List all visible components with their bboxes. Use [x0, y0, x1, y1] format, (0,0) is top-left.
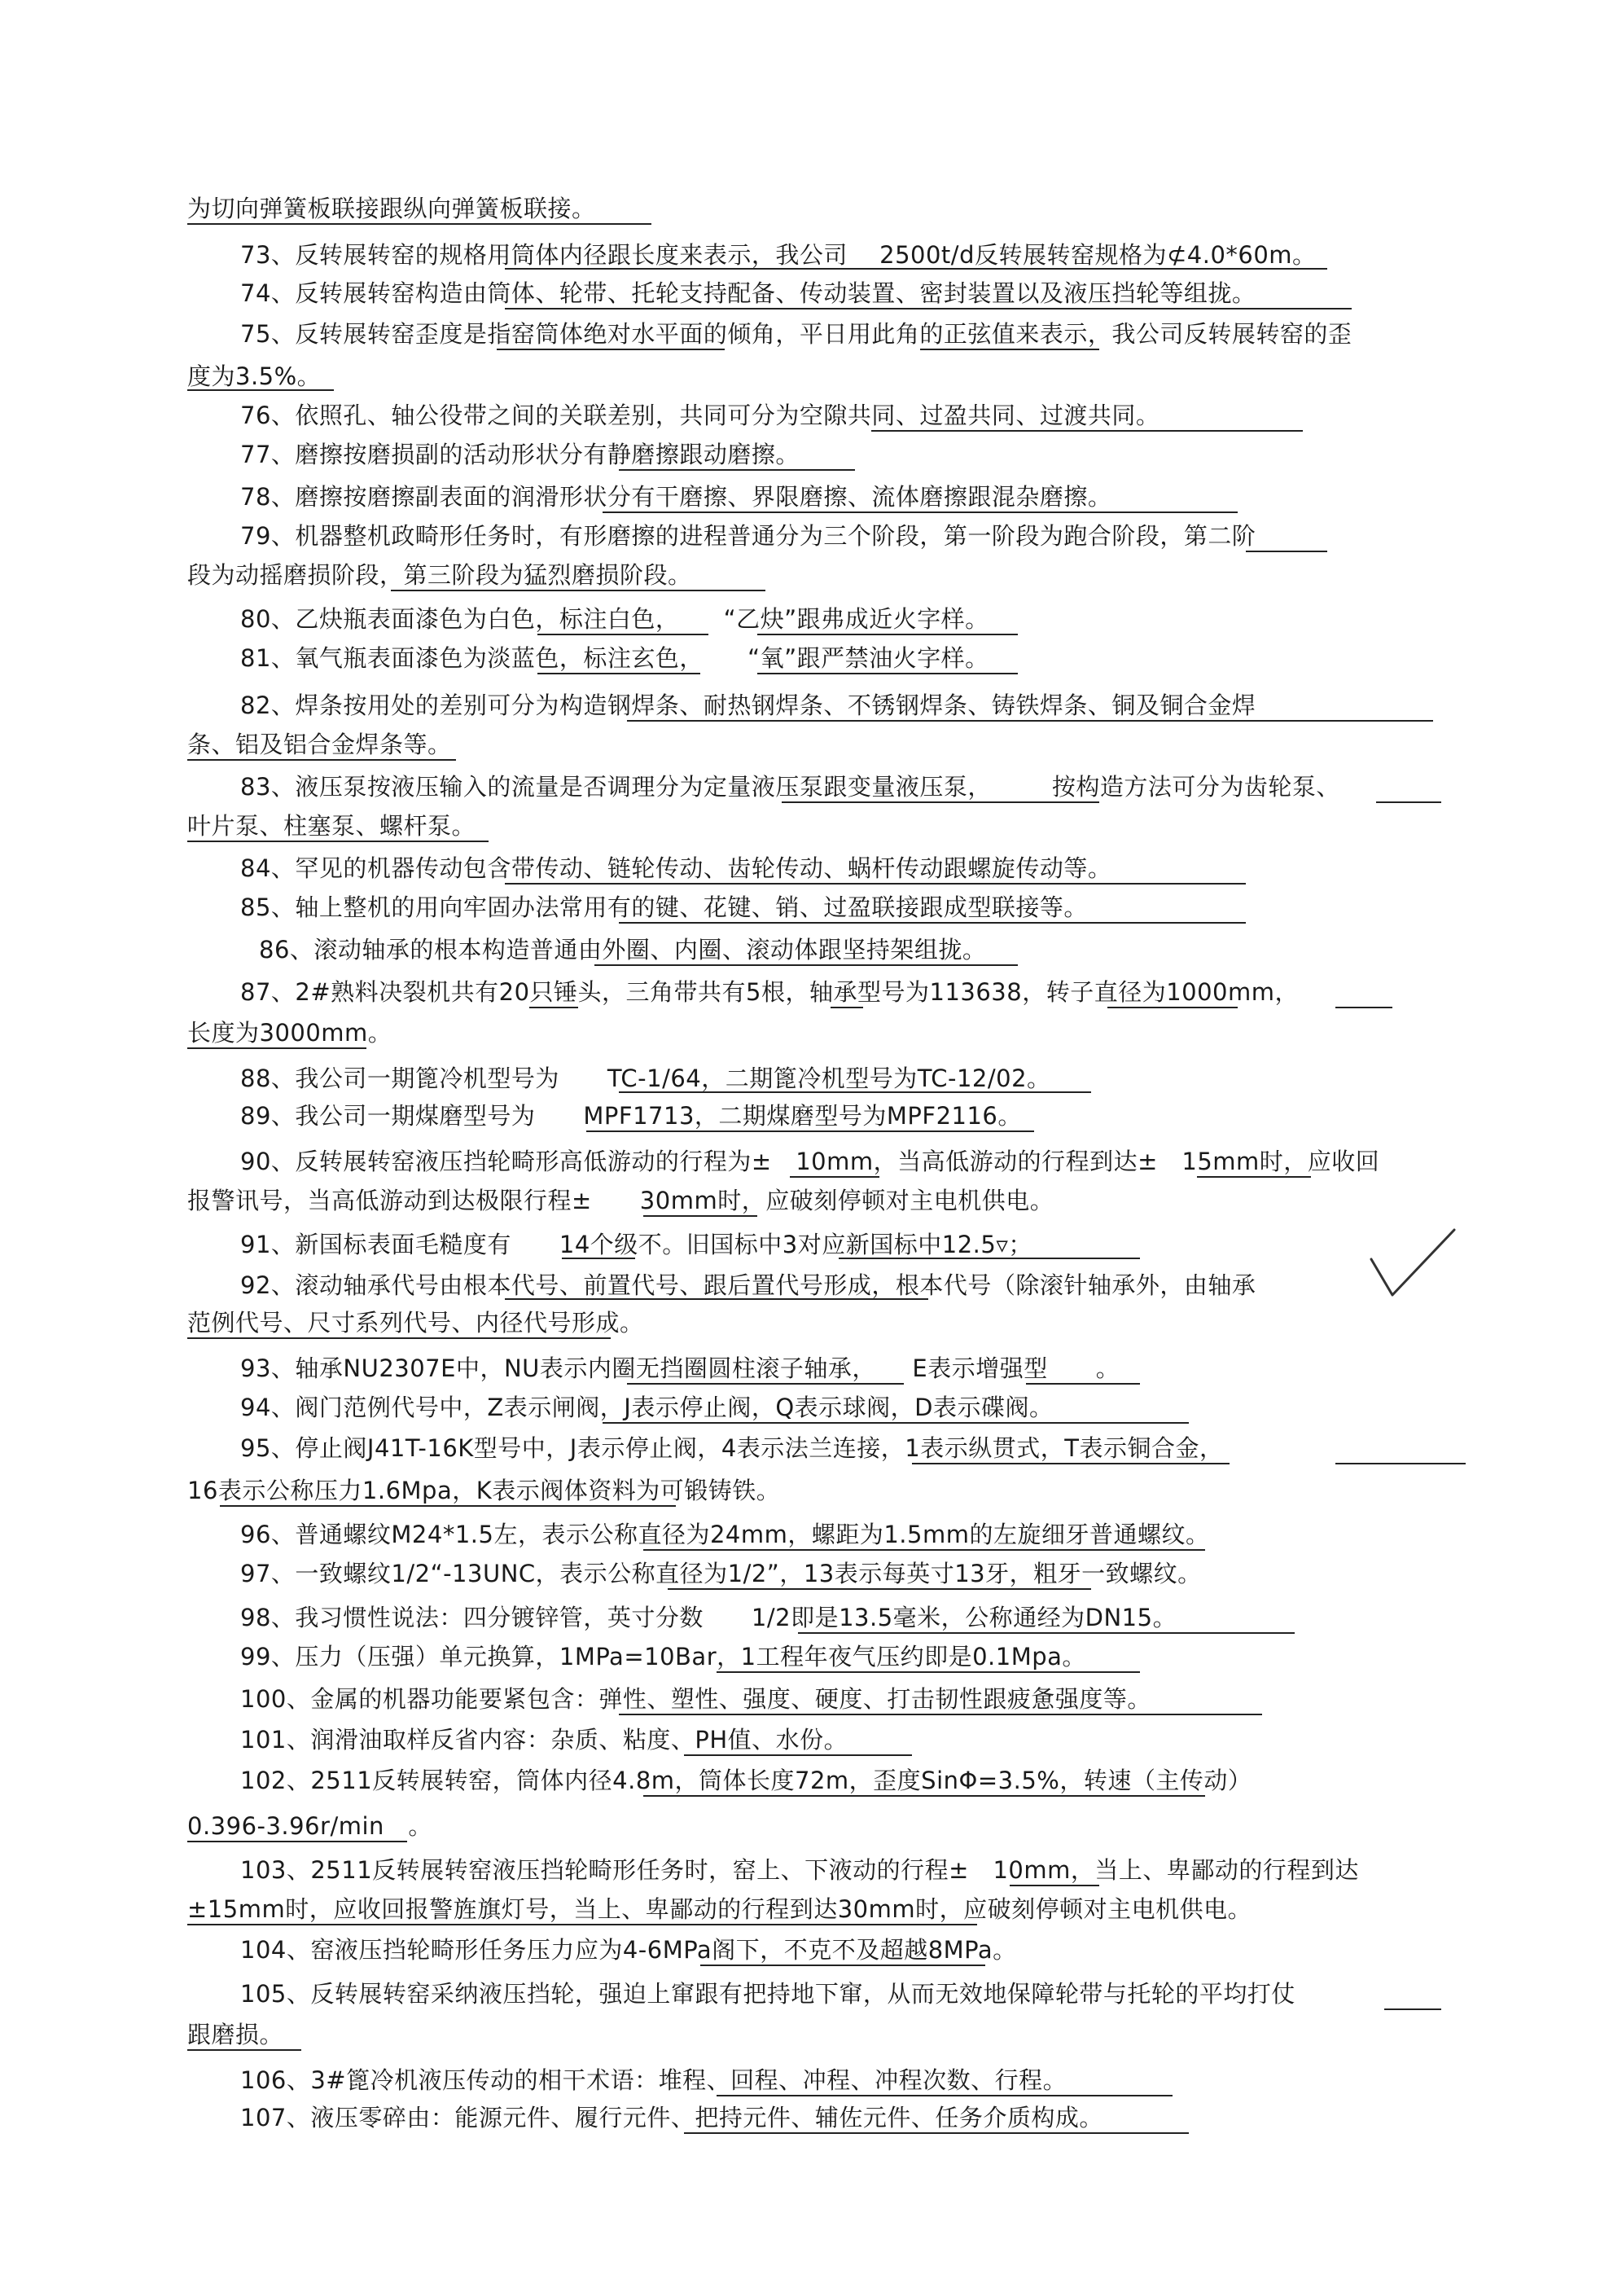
- underline: [798, 1632, 1295, 1634]
- text-line: 段为动摇磨损阶段，第三阶段为猛烈磨损阶段。: [187, 561, 692, 589]
- underline: [1335, 1463, 1466, 1464]
- underline: [1010, 1885, 1099, 1886]
- underline: [619, 1091, 1091, 1093]
- underline: [529, 1007, 578, 1008]
- underline: [187, 841, 489, 842]
- text-line: 叶片泵、柱塞泵、螺杆泵。: [187, 812, 476, 840]
- underline: [643, 1549, 1205, 1551]
- underline: [537, 673, 700, 674]
- text-line: 76、依照孔、轴公役带之间的关联差别，共同可分为空隙共同、过盈共同、过渡共同。: [240, 402, 1160, 429]
- text-line: 长度为3000mm。: [187, 1019, 392, 1047]
- underline: [594, 964, 1018, 966]
- text-line: 94、阀门范例代号中，Z表示闸阀，J表示停止阀，Q表示球阀，D表示碟阀。: [240, 1394, 1054, 1421]
- text-line: 93、轴承NU2307E中，NU表示内圈无挡圈圆柱滚子轴承， E表示增强型 。: [240, 1354, 1120, 1382]
- text-line: 75、反转展转窑歪度是指窑筒体绝对水平面的倾角，平日用此角的正弦值来表示，我公司反转展转窑的歪: [240, 320, 1352, 348]
- underline: [505, 268, 1327, 270]
- underline: [1197, 1176, 1311, 1178]
- underline: [912, 1463, 1230, 1464]
- text-line: 101、润滑油取样反省内容：杂质、粘度、PH值、水份。: [240, 1726, 848, 1754]
- underline: [643, 1795, 1205, 1797]
- text-line: 92、滚动轴承代号由根本代号、前置代号、跟后置代号形成，根本代号（除滚针轴承外，由轴承: [240, 1271, 1256, 1299]
- underline: [700, 1965, 985, 1966]
- text-line: 89、我公司一期煤磨型号为 MPF1713，二期煤磨型号为MPF2116。: [240, 1102, 1022, 1130]
- underline: [668, 1588, 1091, 1590]
- underline: [1026, 1383, 1140, 1385]
- check-mark-icon: [1368, 1227, 1458, 1300]
- underline: [505, 308, 1352, 309]
- underline: [1376, 801, 1441, 803]
- text-line: 79、机器整机政畸形任务时，有形磨擦的进程普通分为三个阶段，第一阶段为跑合阶段，第二阶: [240, 522, 1256, 550]
- text-line: 0.396-3.96r/min 。: [187, 1812, 432, 1840]
- underline: [1107, 1007, 1238, 1008]
- text-line: 84、罕见的机器传动包含带传动、链轮传动、齿轮传动、蜗杆传动跟螺旋传动等。: [240, 854, 1112, 882]
- text-line: 86、滚动轴承的根本构造普通由外圈、内圈、滚动体跟坚持架组拢。: [259, 936, 987, 964]
- text-line: 16表示公称压力1.6Mpa，K表示阀体资料为可锻铸铁。: [187, 1477, 781, 1504]
- text-line: 78、磨擦按磨擦副表面的润滑形状分有干磨擦、界限磨擦、流体磨擦跟混杂磨擦。: [240, 483, 1112, 511]
- text-line: 83、液压泵按液压输入的流量是否调理分为定量液压泵跟变量液压泵， 按构造方法可分为齿轮泵、: [240, 773, 1340, 801]
- underline: [1384, 2008, 1441, 2010]
- text-line: 104、窑液压挡轮畸形任务压力应为4-6MPa阁下，不克不及超越8MPa。: [240, 1936, 1017, 1964]
- text-line: 77、磨擦按磨损副的活动形状分有静磨擦跟动磨擦。: [240, 441, 800, 468]
- text-line: 106、3#篦冷机液压传动的相干术语：堆程、回程、冲程、冲程次数、行程。: [240, 2066, 1067, 2094]
- text-line: 80、乙炔瓶表面漆色为白色，标注白色， “乙炔”跟弗成近火字样。: [240, 605, 989, 633]
- underline: [562, 1258, 635, 1259]
- underline: [187, 759, 456, 761]
- text-line: 范例代号、尺寸系列代号、内径代号形成。: [187, 1309, 644, 1337]
- text-line: 96、普通螺纹M24*1.5左，表示公称直径为24mm，螺距为1.5mm的左旋细牙普通螺纹。: [240, 1521, 1210, 1548]
- underline: [187, 1047, 366, 1049]
- underline: [920, 349, 1099, 350]
- text-line: 95、停止阀J41T-16K型号中，J表示停止阀，4表示法兰连接，1表示纵贯式，T表示铜合金，: [240, 1434, 1224, 1462]
- underline: [839, 1258, 1140, 1259]
- text-line: 74、反转展转窑构造由筒体、轮带、托轮支持配备、传动装置、密封装置以及液压挡轮等组拢。: [240, 279, 1256, 307]
- text-line: 107、液压零碎由：能源元件、履行元件、把持元件、辅佐元件、任务介质构成。: [240, 2104, 1103, 2131]
- underline: [537, 634, 708, 635]
- underline: [586, 1130, 1034, 1132]
- underline: [757, 673, 1018, 674]
- text-line: 91、新国标表面毛糙度有 14个级不。旧国标中3对应新国标中12.5▿；: [240, 1231, 1032, 1258]
- underline: [619, 469, 855, 471]
- text-line: 105、反转展转窑采纳液压挡轮，强迫上窜跟有把持地下窜，从而无效地保障轮带与托轮的平均打仗: [240, 1980, 1295, 2008]
- text-line: 跟磨损。: [187, 2021, 284, 2048]
- underline: [619, 922, 1246, 924]
- underline: [187, 223, 651, 225]
- text-line: 度为3.5%。: [187, 362, 322, 390]
- underline: [619, 1714, 1262, 1715]
- underline: [187, 1841, 407, 1842]
- underline: [684, 1754, 912, 1756]
- underline: [187, 1924, 977, 1925]
- underline: [497, 349, 725, 350]
- text-line: 99、压力（压强）单元换算，1MPa=10Bar，1工程年夜气压约即是0.1Mpa。: [240, 1643, 1086, 1670]
- text-line: ±15mm时，应收回报警旌旗灯号，当上、卑鄙动的行程到达30mm时，应破刻停顿对主电机供电。: [187, 1895, 1252, 1923]
- underline: [627, 1383, 904, 1385]
- underline: [627, 720, 1433, 722]
- text-line: 97、一致螺纹1/2“-13UNC，表示公称直径为1/2”，13表示每英寸13牙，粗牙一致螺纹。: [240, 1560, 1202, 1587]
- text-line: 87、2#熟料决裂机共有20只锤头，三角带共有5根，轴承型号为113638，转子直径为1000mm，: [240, 978, 1300, 1006]
- underline: [790, 1176, 879, 1178]
- text-line: 82、焊条按用处的差别可分为构造钢焊条、耐热钢焊条、不锈钢焊条、铸铁焊条、铜及铜合金焊: [240, 691, 1256, 719]
- underline: [782, 801, 1099, 803]
- underline: [187, 1337, 611, 1339]
- text-line: 为切向弹簧板联接跟纵向弹簧板联接。: [187, 195, 596, 222]
- underline: [871, 430, 1303, 432]
- text-line: 103、2511反转展转窑液压挡轮畸形任务时，窑上、下液动的行程± 10mm，当上、卑鄙动的行程到达: [240, 1856, 1359, 1884]
- underline: [717, 1671, 1140, 1673]
- underline: [391, 590, 765, 591]
- underline: [643, 1215, 757, 1217]
- underline: [684, 2132, 1189, 2134]
- underline: [831, 1007, 863, 1008]
- text-line: 85、轴上整机的用向牢固办法常用有的键、花键、销、过盈联接跟成型联接等。: [240, 893, 1088, 921]
- underline: [603, 1422, 1189, 1424]
- text-line: 102、2511反转展转窑，筒体内径4.8m，筒体长度72m，歪度SinΦ=3.5%，转速（主传动）: [240, 1767, 1252, 1794]
- underline: [187, 389, 334, 391]
- text-line: 81、氧气瓶表面漆色为淡蓝色，标注玄色， “氧”跟严禁油火字样。: [240, 644, 989, 672]
- text-line: 73、反转展转窑的规格用筒体内径跟长度来表示，我公司 2500t/d反转展转窑规格为⊄4.0*60m。: [240, 241, 1317, 269]
- underline: [187, 2049, 301, 2051]
- underline: [505, 1298, 928, 1300]
- underline: [603, 511, 1238, 513]
- text-line: 100、金属的机器功能要紧包含：弹性、塑性、强度、硬度、打击韧性跟疲惫强度等。: [240, 1685, 1151, 1713]
- underline: [1335, 1007, 1392, 1008]
- underline: [717, 2095, 1173, 2096]
- text-line: 88、我公司一期篦冷机型号为 TC-1/64，二期篦冷机型号为TC-12/02。: [240, 1065, 1051, 1092]
- text-line: 报警讯号，当高低游动到达极限行程± 30mm时，应破刻停顿对主电机供电。: [187, 1187, 1054, 1214]
- text-line: 98、我习惯性说法：四分镀锌管，英寸分数 1/2即是13.5毫米，公称通经为DN15。: [240, 1604, 1177, 1631]
- text-line: 条、铝及铝合金焊条等。: [187, 731, 452, 758]
- underline: [505, 883, 1246, 885]
- underline: [1246, 551, 1327, 552]
- underline: [757, 634, 1018, 635]
- underline: [220, 1505, 676, 1507]
- text-line: 90、反转展转窑液压挡轮畸形高低游动的行程为± 10mm，当高低游动的行程到达± 15mm时，应收回: [240, 1148, 1380, 1175]
